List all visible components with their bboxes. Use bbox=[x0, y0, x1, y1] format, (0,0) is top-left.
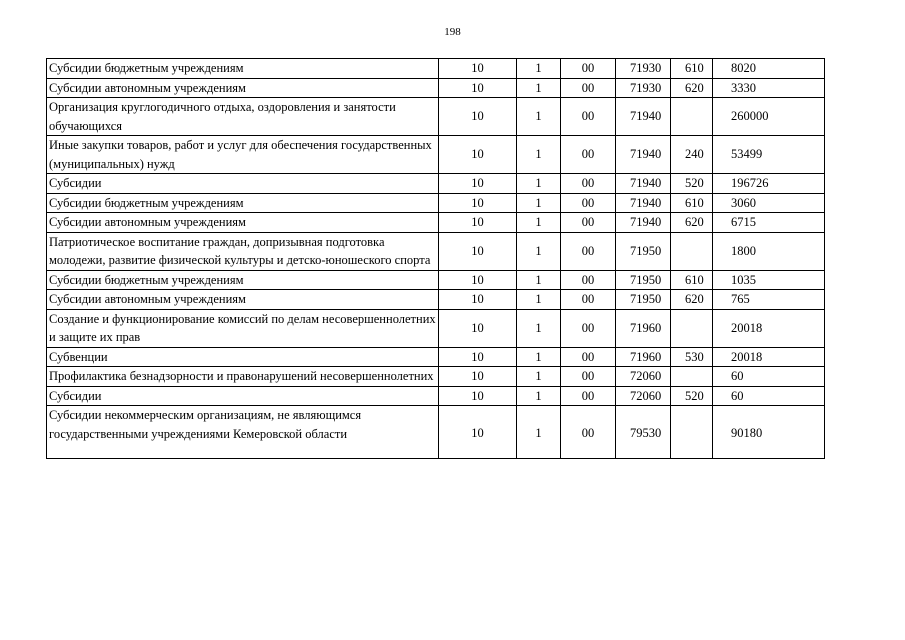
row-program-cell: 00 bbox=[561, 98, 616, 136]
row-name-cell: Субсидии автономным учреждениям bbox=[47, 290, 439, 310]
table-row bbox=[47, 98, 825, 136]
row-name-cell: Субсидии бюджетным учреждениям bbox=[47, 59, 439, 79]
row-section-cell: 10 bbox=[439, 174, 517, 194]
table-row bbox=[47, 290, 825, 310]
table-row bbox=[47, 78, 825, 98]
row-section-cell: 10 bbox=[439, 270, 517, 290]
row-subsection-cell: 1 bbox=[517, 213, 561, 233]
row-subsection-cell: 1 bbox=[517, 78, 561, 98]
row-program-cell: 00 bbox=[561, 136, 616, 174]
row-article-cell: 71940 bbox=[616, 213, 671, 233]
row-subsection-cell: 1 bbox=[517, 367, 561, 387]
row-name-cell: Патриотическое воспитание граждан, допризывная подготовка молодежи, развитие физической культуры и детско-юношеского спорта bbox=[47, 232, 439, 270]
row-section-cell: 10 bbox=[439, 290, 517, 310]
row-amount-cell: 6715 bbox=[713, 213, 825, 233]
row-expense-type-cell bbox=[671, 367, 713, 387]
row-expense-type-cell: 610 bbox=[671, 193, 713, 213]
table-row bbox=[47, 309, 825, 347]
row-subsection-cell: 1 bbox=[517, 290, 561, 310]
table-row bbox=[47, 174, 825, 194]
row-section-cell: 10 bbox=[439, 193, 517, 213]
row-subsection-cell: 1 bbox=[517, 59, 561, 79]
table-row bbox=[47, 270, 825, 290]
row-amount-cell: 1035 bbox=[713, 270, 825, 290]
row-article-cell: 71950 bbox=[616, 290, 671, 310]
row-subsection-cell: 1 bbox=[517, 232, 561, 270]
row-subsection-cell: 1 bbox=[517, 136, 561, 174]
table-row bbox=[47, 386, 825, 406]
row-article-cell: 71960 bbox=[616, 309, 671, 347]
row-program-cell: 00 bbox=[561, 386, 616, 406]
row-program-cell: 00 bbox=[561, 193, 616, 213]
row-expense-type-cell: 530 bbox=[671, 347, 713, 367]
table-row bbox=[47, 136, 825, 174]
row-name-cell: Субсидии автономным учреждениям bbox=[47, 213, 439, 233]
row-amount-cell: 60 bbox=[713, 386, 825, 406]
row-article-cell: 79530 bbox=[616, 406, 671, 459]
row-article-cell: 71940 bbox=[616, 98, 671, 136]
row-subsection-cell: 1 bbox=[517, 347, 561, 367]
row-amount-cell: 196726 bbox=[713, 174, 825, 194]
row-section-cell: 10 bbox=[439, 347, 517, 367]
table-row bbox=[47, 59, 825, 79]
row-expense-type-cell: 620 bbox=[671, 290, 713, 310]
table-row bbox=[47, 232, 825, 270]
row-article-cell: 71940 bbox=[616, 136, 671, 174]
row-section-cell: 10 bbox=[439, 309, 517, 347]
row-article-cell: 71950 bbox=[616, 270, 671, 290]
row-article-cell: 71960 bbox=[616, 347, 671, 367]
row-article-cell: 72060 bbox=[616, 367, 671, 387]
row-program-cell: 00 bbox=[561, 174, 616, 194]
row-section-cell: 10 bbox=[439, 136, 517, 174]
row-expense-type-cell: 240 bbox=[671, 136, 713, 174]
row-name-cell: Субсидии некоммерческим организациям, не являющимся государственными учреждениями Кемеровской области bbox=[47, 406, 439, 459]
page-number: 198 bbox=[444, 26, 461, 38]
row-program-cell: 00 bbox=[561, 232, 616, 270]
row-subsection-cell: 1 bbox=[517, 406, 561, 459]
row-expense-type-cell: 520 bbox=[671, 174, 713, 194]
row-expense-type-cell: 520 bbox=[671, 386, 713, 406]
row-amount-cell: 8020 bbox=[713, 59, 825, 79]
row-article-cell: 71940 bbox=[616, 174, 671, 194]
row-subsection-cell: 1 bbox=[517, 270, 561, 290]
row-amount-cell: 1800 bbox=[713, 232, 825, 270]
row-expense-type-cell bbox=[671, 98, 713, 136]
row-amount-cell: 20018 bbox=[713, 347, 825, 367]
row-amount-cell: 90180 bbox=[713, 406, 825, 459]
table-row bbox=[47, 193, 825, 213]
row-amount-cell: 60 bbox=[713, 367, 825, 387]
row-subsection-cell: 1 bbox=[517, 193, 561, 213]
row-name-cell: Субсидии бюджетным учреждениям bbox=[47, 270, 439, 290]
row-program-cell: 00 bbox=[561, 290, 616, 310]
row-expense-type-cell: 620 bbox=[671, 78, 713, 98]
row-name-cell: Субсидии бюджетным учреждениям bbox=[47, 193, 439, 213]
row-name-cell: Субсидии автономным учреждениям bbox=[47, 78, 439, 98]
row-program-cell: 00 bbox=[561, 367, 616, 387]
row-section-cell: 10 bbox=[439, 367, 517, 387]
row-program-cell: 00 bbox=[561, 347, 616, 367]
table-row bbox=[47, 347, 825, 367]
row-expense-type-cell bbox=[671, 406, 713, 459]
row-name-cell: Иные закупки товаров, работ и услуг для обеспечения государственных (муниципальных) нужд bbox=[47, 136, 439, 174]
row-article-cell: 71930 bbox=[616, 78, 671, 98]
budget-table bbox=[46, 58, 825, 459]
row-amount-cell: 53499 bbox=[713, 136, 825, 174]
row-program-cell: 00 bbox=[561, 78, 616, 98]
row-section-cell: 10 bbox=[439, 386, 517, 406]
row-amount-cell: 20018 bbox=[713, 309, 825, 347]
row-amount-cell: 260000 bbox=[713, 98, 825, 136]
row-amount-cell: 3330 bbox=[713, 78, 825, 98]
row-expense-type-cell bbox=[671, 309, 713, 347]
row-program-cell: 00 bbox=[561, 406, 616, 459]
row-article-cell: 72060 bbox=[616, 386, 671, 406]
table-row bbox=[47, 213, 825, 233]
table-row bbox=[47, 367, 825, 387]
row-name-cell: Профилактика безнадзорности и правонарушений несовершеннолетних bbox=[47, 367, 439, 387]
row-section-cell: 10 bbox=[439, 78, 517, 98]
row-name-cell: Субвенции bbox=[47, 347, 439, 367]
row-name-cell: Организация круглогодичного отдыха, оздоровления и занятости обучающихся bbox=[47, 98, 439, 136]
row-program-cell: 00 bbox=[561, 213, 616, 233]
row-subsection-cell: 1 bbox=[517, 174, 561, 194]
row-amount-cell: 3060 bbox=[713, 193, 825, 213]
row-subsection-cell: 1 bbox=[517, 386, 561, 406]
row-subsection-cell: 1 bbox=[517, 98, 561, 136]
row-program-cell: 00 bbox=[561, 309, 616, 347]
row-amount-cell: 765 bbox=[713, 290, 825, 310]
row-article-cell: 71940 bbox=[616, 193, 671, 213]
row-section-cell: 10 bbox=[439, 213, 517, 233]
row-section-cell: 10 bbox=[439, 98, 517, 136]
row-expense-type-cell bbox=[671, 232, 713, 270]
row-name-cell: Создание и функционирование комиссий по делам несовершеннолетних и защите их прав bbox=[47, 309, 439, 347]
row-section-cell: 10 bbox=[439, 406, 517, 459]
row-program-cell: 00 bbox=[561, 59, 616, 79]
row-name-cell: Субсидии bbox=[47, 174, 439, 194]
row-program-cell: 00 bbox=[561, 270, 616, 290]
row-expense-type-cell: 610 bbox=[671, 59, 713, 79]
row-expense-type-cell: 610 bbox=[671, 270, 713, 290]
row-name-cell: Субсидии bbox=[47, 386, 439, 406]
row-section-cell: 10 bbox=[439, 232, 517, 270]
row-expense-type-cell: 620 bbox=[671, 213, 713, 233]
row-section-cell: 10 bbox=[439, 59, 517, 79]
table-row bbox=[47, 406, 825, 459]
table-body bbox=[47, 59, 825, 459]
row-subsection-cell: 1 bbox=[517, 309, 561, 347]
row-article-cell: 71950 bbox=[616, 232, 671, 270]
row-article-cell: 71930 bbox=[616, 59, 671, 79]
